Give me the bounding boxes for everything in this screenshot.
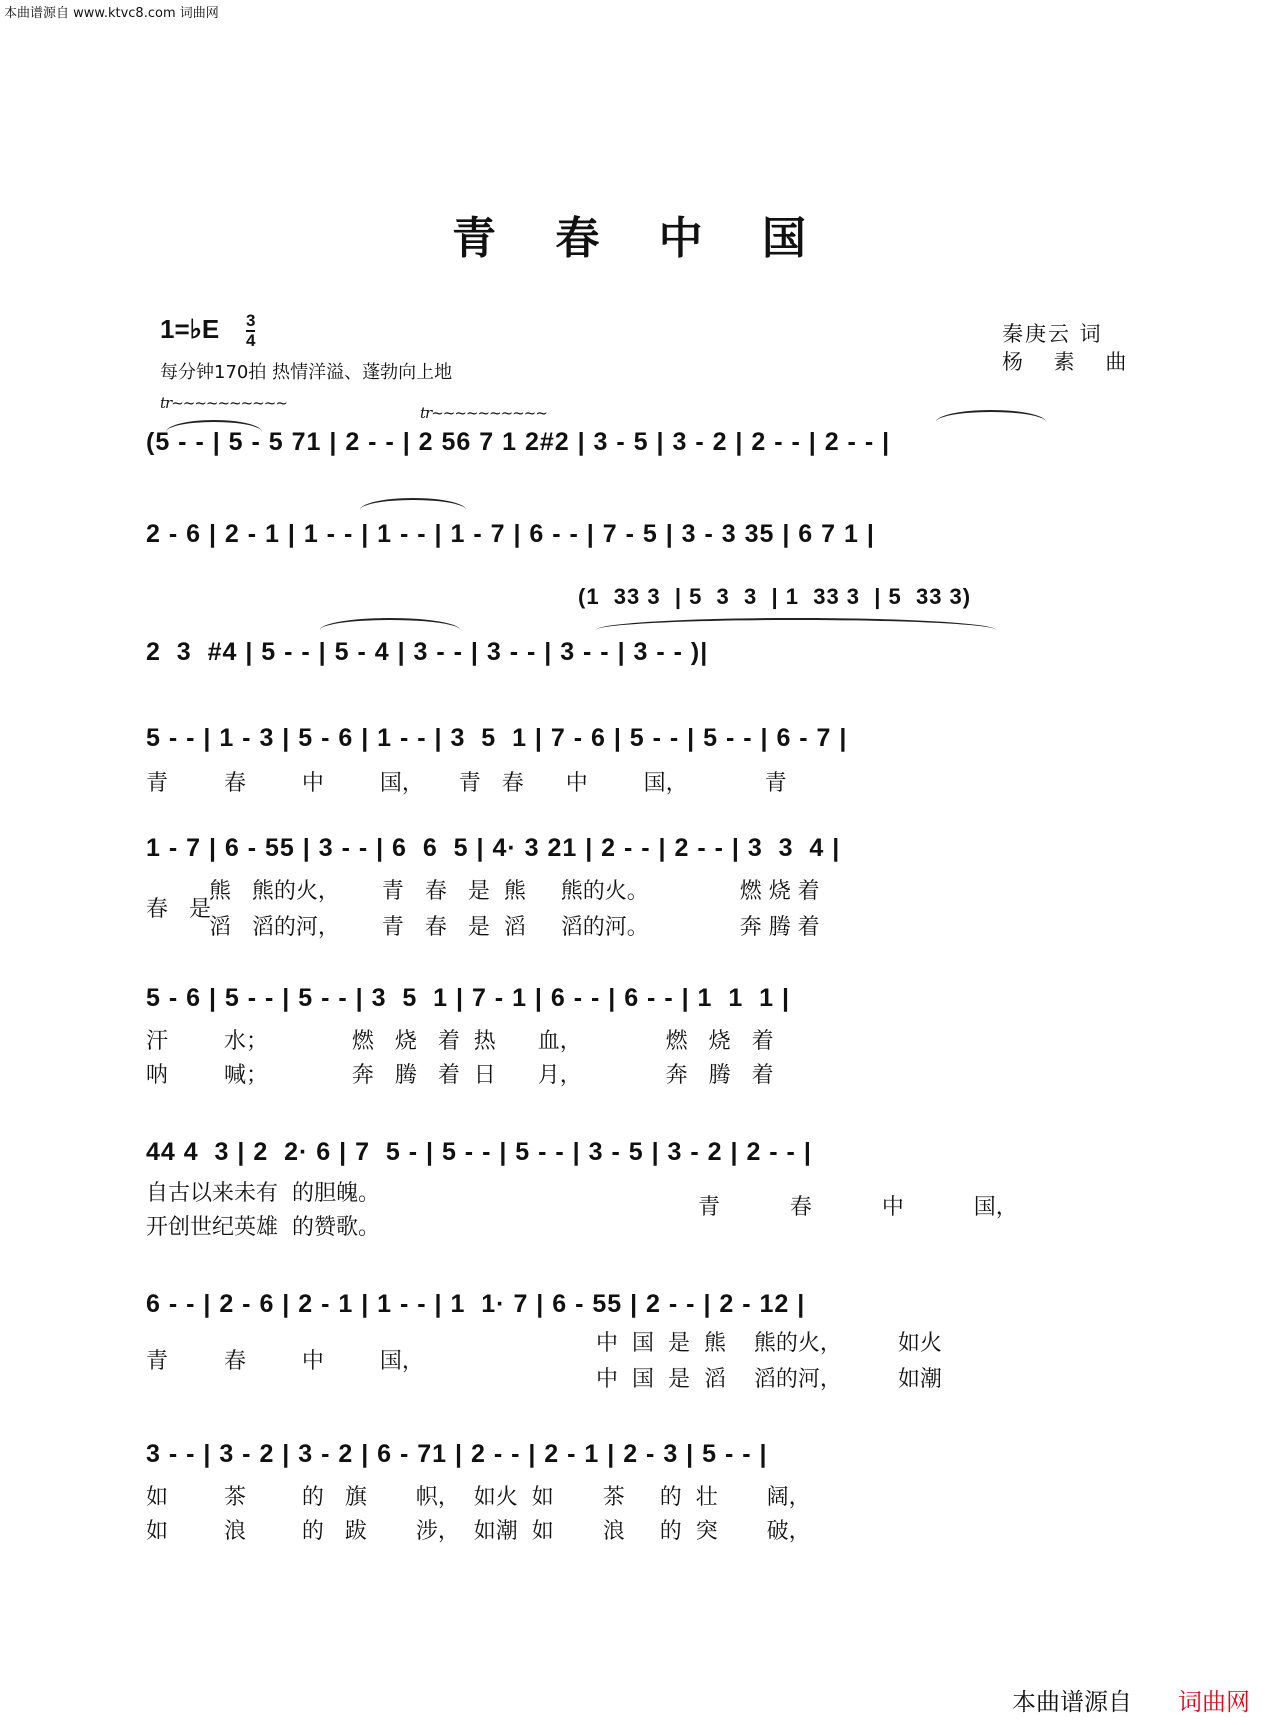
slur — [360, 498, 466, 510]
lyric-line-6a: 汗 水； 燃 烧 着 热 血， 燃 烧 着 — [146, 1029, 774, 1054]
lyric-line-4: 青 春 中 国， 青 春 中 国， 青 — [146, 771, 787, 796]
meter-top: 3 — [246, 311, 256, 330]
trill-mark: tr~~~~~~~~~~ — [160, 394, 287, 412]
lyric-line-8a: 中 国 是 熊 熊的火， 如火 — [596, 1331, 942, 1356]
lyric-line-7b: 开创世纪英雄 的赞歌。 — [146, 1215, 380, 1240]
slur — [320, 618, 460, 630]
staff-line-3: 2 3 #4 | 5 - - | 5 - 4 | 3 - - | 3 - - | 3 - - | 3 - - )| — [146, 638, 709, 666]
staff-line-1: (5 - - | 5 - 5 71 | 2 - - | 2 56 7 1 2#2 | 3 - 5 | 3 - 2 | 2 - - | 2 - - | — [146, 428, 891, 456]
staff-line-7: 44 4 3 | 2 2· 6 | 7 5 - | 5 - - | 5 - - | 3 - 5 | 3 - 2 | 2 - - | — [146, 1138, 812, 1166]
staff-line-9: 3 - - | 3 - 2 | 3 - 2 | 6 - 71 | 2 - - | 2 - 1 | 2 - 3 | 5 - - | — [146, 1440, 768, 1468]
composer-credit: 杨 素 曲 — [1002, 350, 1139, 374]
lyric-line-9a: 如 茶 的 旗 帜， 如火 如 茶 的 壮 阔， — [146, 1485, 811, 1510]
lyric-lead-8: 青 春 中 国， — [146, 1349, 424, 1374]
lyricist-credit: 秦庚云 词 — [1002, 322, 1103, 346]
meter-bottom: 4 — [246, 331, 256, 350]
time-signature — [246, 312, 255, 350]
slur — [936, 410, 1046, 422]
footer-source: 本曲谱源自 — [1012, 1688, 1132, 1716]
tempo-marking: 每分钟170拍 热情洋溢、蓬勃向上地 — [160, 362, 453, 383]
lyric-line-7c: 青 春 中 国， — [698, 1195, 1018, 1220]
staff-line-8: 6 - - | 2 - 6 | 2 - 1 | 1 - - | 1 1· 7 | 6 - 55 | 2 - - | 2 - 12 | — [146, 1290, 806, 1318]
source-header: 本曲谱源自 www.ktvc8.com 词曲网 — [4, 6, 219, 21]
slur — [596, 618, 996, 630]
lyric-line-5b: 滔 滔的河， 青 春 是 滔 滔的河。 奔 腾 着 — [146, 915, 820, 940]
staff-line-3-upper: (1 33 3 | 5 3 3 | 1 33 3 | 5 33 3) — [578, 584, 972, 609]
staff-line-2: 2 - 6 | 2 - 1 | 1 - - | 1 - - | 1 - 7 | 6 - - | 7 - 5 | 3 - 3 35 | 6 7 1 | — [146, 520, 875, 548]
staff-line-5: 1 - 7 | 6 - 55 | 3 - - | 6 6 5 | 4· 3 21 | 2 - - | 2 - - | 3 3 4 | — [146, 834, 841, 862]
lyric-line-8b: 中 国 是 滔 滔的河， 如潮 — [596, 1367, 942, 1392]
lyric-line-9b: 如 浪 的 跋 涉， 如潮 如 浪 的 突 破， — [146, 1519, 811, 1544]
lyric-lead-5: 春 是 — [146, 897, 211, 922]
staff-line-6: 5 - 6 | 5 - - | 5 - - | 3 5 1 | 7 - 1 | 6 - - | 6 - - | 1 1 1 | — [146, 984, 790, 1012]
staff-line-4: 5 - - | 1 - 3 | 5 - 6 | 1 - - | 3 5 1 | 7 - 6 | 5 - - | 5 - - | 6 - 7 | — [146, 724, 848, 752]
lyric-line-5a: 熊 熊的火， 青 春 是 熊 熊的火。 燃 烧 着 — [146, 879, 820, 904]
lyric-line-7a: 自古以来未有 的胆魄。 — [146, 1181, 380, 1206]
lyric-line-6b: 呐 喊； 奔 腾 着 日 月， 奔 腾 着 — [146, 1063, 774, 1088]
footer-site-link[interactable]: 词曲网 — [1178, 1688, 1250, 1716]
key-signature: 1=♭E — [160, 314, 220, 344]
song-title: 青 春 中 国 — [452, 213, 828, 264]
trill-mark: tr~~~~~~~~~~ — [420, 404, 547, 422]
